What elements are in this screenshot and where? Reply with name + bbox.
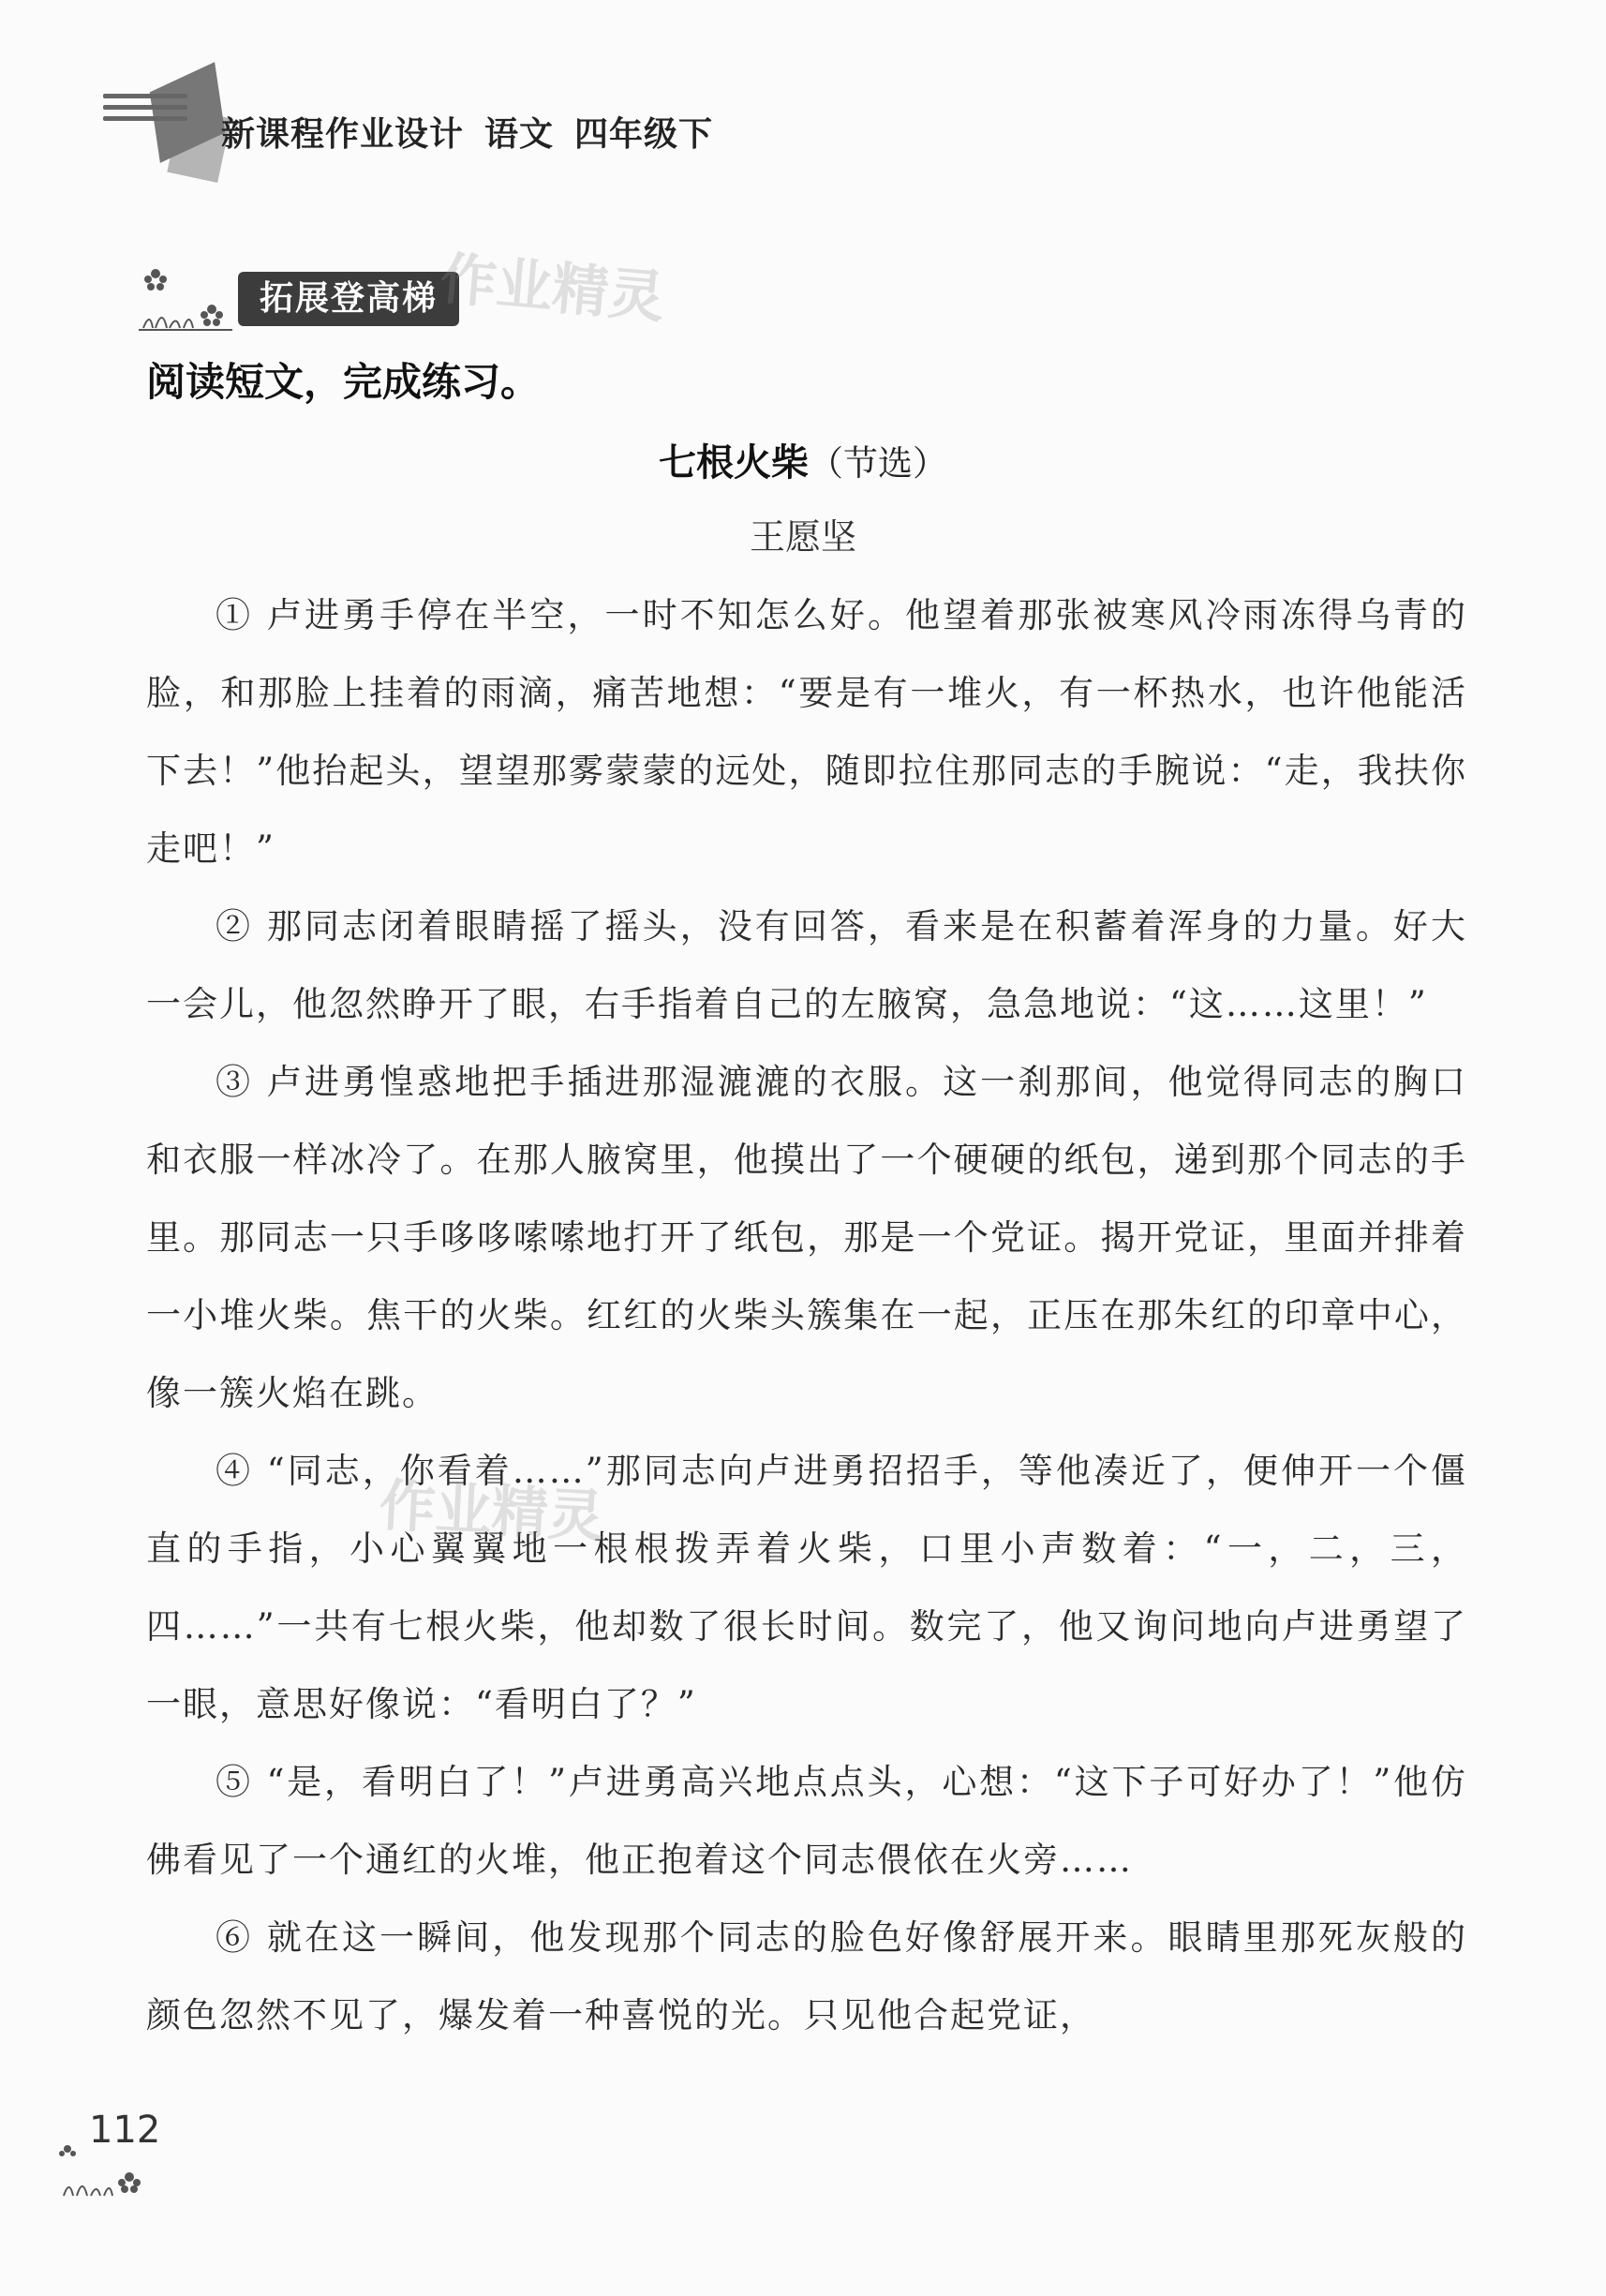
book-grade: 四年级下	[574, 115, 714, 154]
header-lines-icon	[103, 94, 187, 131]
article-body	[146, 576, 1467, 2054]
page-number: 112	[89, 2109, 161, 2152]
instruction: 阅读短文，完成练习。	[146, 359, 541, 405]
paragraph-3: ③ 卢进勇惶惑地把手插进那湿漉漉的衣服。这一刹那间，他觉得同志的胸口和衣服一样冰冷了。在那人腋窝里，他摸出了一个硬硬的纸包，递到那个同志的手里。那同志一只手哆哆嗦嗦地打开了纸包，那是一个党证。揭开党证，里面并排着一小堆火柴。焦干的火柴。红红的火柴头簇集在一起，正压在那朱红的印章中心，像一簇火焰在跳。	[146, 1062, 1467, 1413]
article-author: 王愿坚	[749, 516, 856, 558]
paragraph-4: ④ “同志，你看着……”那同志向卢进勇招招手，等他凑近了，便伸开一个僵直的手指，小心翼翼地一根根拨弄着火柴，口里小声数着：“一，二，三，四……”一共有七根火柴，他却数了很长时间。数完了，他又询问地向卢进勇望了一眼，意思好像说：“看明白了？”	[146, 1451, 1467, 1724]
watermark-middle: 作业精灵	[378, 1472, 606, 1551]
article-subtitle: （节选）	[809, 443, 947, 484]
paragraph-5: ⑤ “是，看明白了！”卢进勇高兴地点点头，心想：“这下子可好办了！”他仿佛看见了一个通红的火堆，他正抱着这个同志偎依在火旁……	[146, 1762, 1467, 1880]
watermark-top: 作业精灵	[437, 246, 668, 332]
flower-grass-icon	[139, 262, 251, 333]
article-title	[0, 433, 1606, 486]
section-badge: 拓展登高梯	[238, 272, 459, 326]
article-title-main: 七根火柴	[659, 441, 809, 485]
footer-flower-icon	[56, 2141, 159, 2198]
book-header	[221, 108, 734, 156]
book-subject: 语文	[484, 115, 555, 154]
paragraph-2: ② 那同志闭着眼睛摇了摇头，没有回答，看来是在积蓄着浑身的力量。好大一会儿，他忽然睁开了眼，右手指着自己的左腋窝，急急地说：“这……这里！”	[146, 906, 1467, 1024]
paragraph-1: ① 卢进勇手停在半空，一时不知怎么好。他望着那张被寒风冷雨冻得乌青的脸，和那脸上挂着的雨滴，痛苦地想：“要是有一堆火，有一杯热水，也许他能活下去！”他抬起头，望望那雾蒙蒙的远处，随即拉住那同志的手腕说：“走，我扶你走吧！”	[146, 595, 1467, 869]
paragraph-6: ⑥ 就在这一瞬间，他发现那个同志的脸色好像舒展开来。眼睛里那死灰般的颜色忽然不见了，爆发着一种喜悦的光。只见他合起党证，	[146, 1917, 1467, 2035]
book-series: 新课程作业设计	[221, 115, 465, 154]
